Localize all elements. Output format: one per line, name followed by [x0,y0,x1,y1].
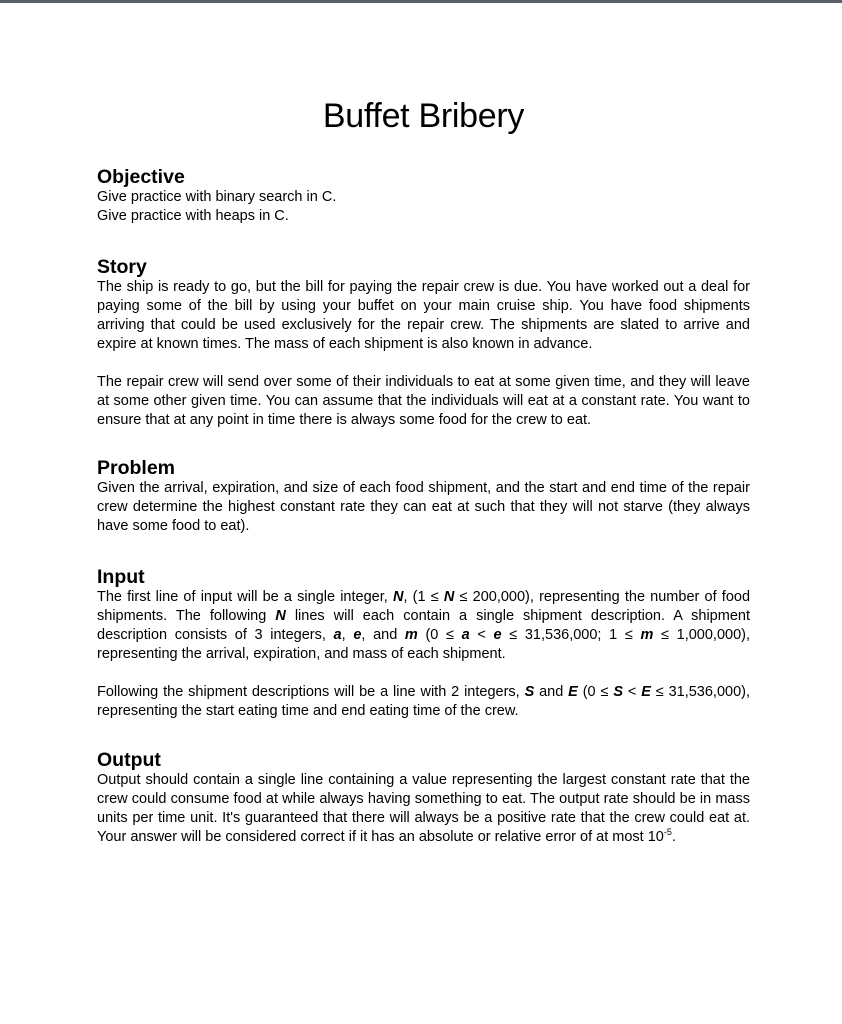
input-text: Following the shipment descriptions will be a line with 2 integers, [97,684,525,700]
input-text: , and [361,627,405,643]
document-title: Buffet Bribery [322,97,525,135]
output-end: . [671,829,676,845]
input-text: < [469,627,494,643]
input-paragraph-1 [97,588,750,664]
output-body: Output should contain a single line containing a value representing the largest constant rate that the crew could consume food at while always having something to eat. The output rate should be in mass units per time unit. It's guaranteed that there will always be a positive rate that the crew could eat at. Your answer will be considered correct if it has an absolute or relative error of at most 10 [97,772,750,845]
objective-line: Give practice with binary search in C. [97,189,337,205]
top-border [0,0,842,3]
error-exponent: -5 [663,827,672,837]
variable-m: m [640,627,654,643]
input-text: ≤ 200,000), representing the number of food shipments. The following [97,589,751,624]
variable-n: N [275,608,286,624]
input-section [97,566,750,721]
input-text: ≤ 1,000,000), representing the arrival, expiration, and mass of each shipment. [97,627,750,662]
output-section [97,749,750,847]
variable-s: S [613,684,623,700]
input-text: , (1 ≤ [403,589,444,605]
variable-e-upper: E [641,684,651,700]
input-text: lines will each contain a single shipment description. A shipment description consists of 3 integers, [97,608,750,643]
variable-m: m [404,627,418,643]
input-text: and [534,684,569,700]
variable-n: N [392,589,404,605]
variable-s: S [524,684,535,700]
variable-e-upper: E [568,684,578,700]
output-heading: Output [97,749,161,771]
variable-e: e [353,627,362,643]
objective-heading: Objective [97,166,185,188]
objective-section [97,166,750,226]
variable-e: e [493,627,502,643]
input-heading: Input [97,566,145,588]
input-text: ≤ 31,536,000; 1 ≤ [501,627,641,643]
story-heading: Story [97,256,147,278]
problem-text: Given the arrival, expiration, and size of each food shipment, and the start and end time of the repair crew determine the highest constant rate they can eat at such that they will not starve (they always have some food to eat). [97,480,750,534]
input-text: (0 ≤ [417,627,462,643]
output-text [97,771,750,847]
objective-text [97,188,750,226]
input-text: (0 ≤ [577,684,614,700]
variable-a: a [333,627,342,643]
problem-section [97,457,750,536]
input-paragraph-2 [97,683,750,721]
variable-n: N [443,589,455,605]
objective-line: Give practice with heaps in C. [97,208,289,224]
variable-a: a [461,627,470,643]
story-paragraph-2: The repair crew will send over some of their individuals to eat at some given time, and they will leave at some other given time. You can assume that the individuals will eat at a constant rate. You want to ensure that at any point in time there is always some food for the crew to eat. [97,374,750,428]
input-text: The first line of input will be a single integer, [97,589,393,605]
input-text: < [622,684,642,700]
story-section [97,256,750,430]
input-text: ≤ 31,536,000), representing the start eating time and end eating time of the crew. [97,684,751,719]
story-paragraph-1: The ship is ready to go, but the bill for paying the repair crew is due. You have worked out a deal for paying some of the bill by using your buffet on your main cruise ship. You have food shipments arriving that could be used exclusively for the repair crew. The shipments are slated to arrive and expire at known times. The mass of each shipment is also known in advance. [97,279,750,352]
input-text: , [341,627,354,643]
problem-heading: Problem [97,457,176,479]
